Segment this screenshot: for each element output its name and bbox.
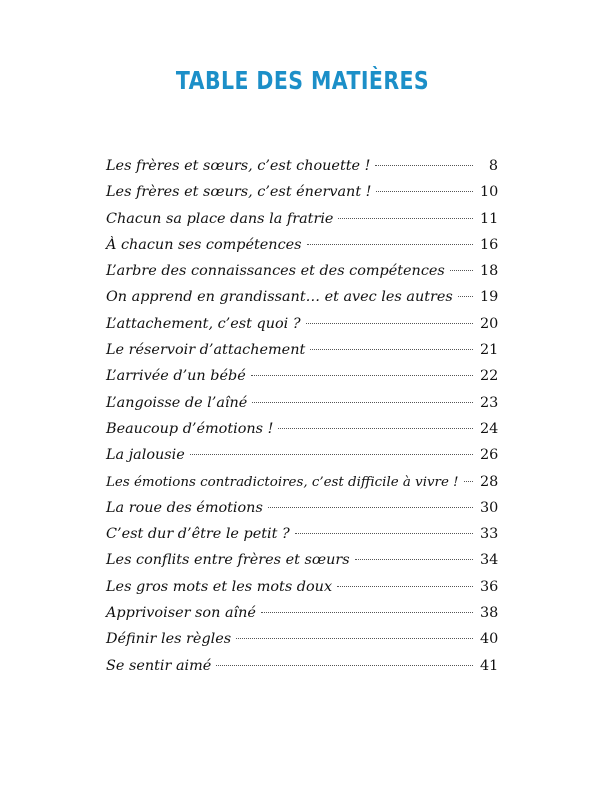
toc-entry-page-number: 10 (480, 184, 499, 201)
toc-entry-title: C’est dur d’être le petit ? (106, 526, 290, 543)
toc-entry-page-number: 16 (480, 236, 499, 253)
toc-entry[interactable] (106, 447, 498, 473)
dot-leader (261, 612, 473, 613)
toc-entry-page-number: 11 (480, 210, 499, 227)
dot-leader (251, 375, 473, 376)
toc-entry[interactable] (106, 289, 498, 315)
toc-entry[interactable] (106, 500, 498, 526)
toc-entry[interactable] (106, 605, 498, 631)
toc-entry[interactable] (106, 474, 498, 500)
toc-entry-title: Les frères et sœurs, c’est chouette ! (106, 158, 371, 174)
toc-entry[interactable] (106, 631, 498, 657)
toc-entry[interactable] (106, 316, 498, 342)
toc-entry[interactable] (106, 342, 498, 368)
toc-entry-page-number: 38 (480, 605, 499, 622)
toc-entry-page-number: 23 (480, 394, 499, 411)
toc-entry-page-number: 18 (480, 263, 499, 280)
page-title: TABLE DES MATIÈRES (175, 66, 430, 95)
toc-entry[interactable] (106, 658, 498, 684)
toc-entry[interactable] (106, 421, 498, 447)
toc-entry-page-number: 20 (480, 315, 499, 332)
toc-entry-page-number: 30 (480, 499, 499, 516)
dot-leader (355, 559, 473, 560)
dot-leader (376, 191, 473, 192)
dot-leader (278, 428, 473, 429)
dot-leader (306, 323, 473, 324)
toc-entry[interactable] (106, 579, 498, 605)
toc-entry-title: À chacun ses compétences (106, 236, 302, 253)
dot-leader (450, 270, 473, 271)
toc-entry[interactable] (106, 211, 498, 237)
toc-entry-page-number: 28 (480, 473, 499, 490)
toc-entry[interactable] (106, 368, 498, 394)
toc-entry[interactable] (106, 552, 498, 578)
toc-entry-page-number: 21 (480, 342, 499, 359)
toc-entry-page-number: 34 (480, 552, 499, 569)
toc-entry-page-number: 19 (480, 289, 499, 306)
toc-entry-title: Se sentir aimé (106, 657, 212, 674)
dot-leader (310, 349, 473, 350)
toc-entry[interactable] (106, 237, 498, 263)
toc-entry[interactable] (106, 526, 498, 552)
toc-entry-title: L’arrivée d’un bébé (106, 368, 246, 385)
toc-entry[interactable] (106, 158, 498, 184)
toc-entry-title: L’attachement, c’est quoi ? (106, 315, 301, 332)
dot-leader (190, 454, 473, 455)
toc-entry-title: Définir les règles (106, 631, 232, 648)
dot-leader (236, 638, 473, 639)
toc-entry-page-number: 8 (488, 158, 498, 174)
toc-entry-page-number: 36 (480, 578, 499, 595)
toc-entry-page-number: 24 (480, 420, 499, 437)
toc-entry-title: L’arbre des connaissances et des compétences (106, 263, 445, 280)
toc-entry-title: Beaucoup d’émotions ! (106, 420, 274, 437)
dot-leader (307, 244, 473, 245)
table-of-contents (106, 158, 498, 684)
dot-leader (295, 533, 473, 534)
toc-entry-title: Les émotions contradictoires, c’est difficile à vivre ! (106, 474, 459, 490)
dot-leader (375, 165, 473, 166)
toc-entry-title: On apprend en grandissant… et avec les autres (106, 289, 453, 306)
toc-entry-page-number: 40 (480, 631, 499, 648)
toc-entry-title: La jalousie (106, 447, 185, 464)
toc-entry-page-number: 26 (480, 447, 499, 464)
dot-leader (337, 586, 473, 587)
toc-entry-title: Apprivoiser son aîné (106, 605, 256, 622)
toc-entry[interactable] (106, 184, 498, 210)
dot-leader (252, 402, 473, 403)
dot-leader (458, 296, 473, 297)
toc-entry-page-number: 33 (480, 526, 499, 543)
dot-leader (268, 507, 473, 508)
dot-leader (338, 218, 473, 219)
dot-leader (464, 481, 473, 482)
toc-entry[interactable] (106, 395, 498, 421)
toc-entry-title: Les gros mots et les mots doux (106, 578, 333, 595)
toc-entry-title: Les conflits entre frères et sœurs (106, 552, 350, 569)
toc-entry-title: L’angoisse de l’aîné (106, 394, 248, 411)
toc-entry-page-number: 41 (480, 657, 499, 674)
toc-entry-title: Le réservoir d’attachement (106, 342, 306, 359)
toc-entry[interactable] (106, 263, 498, 289)
dot-leader (216, 665, 473, 666)
toc-entry-page-number: 22 (480, 368, 499, 385)
toc-entry-title: Les frères et sœurs, c’est énervant ! (106, 184, 372, 201)
toc-entry-title: La roue des émotions (106, 499, 263, 516)
toc-entry-title: Chacun sa place dans la fratrie (106, 210, 334, 227)
